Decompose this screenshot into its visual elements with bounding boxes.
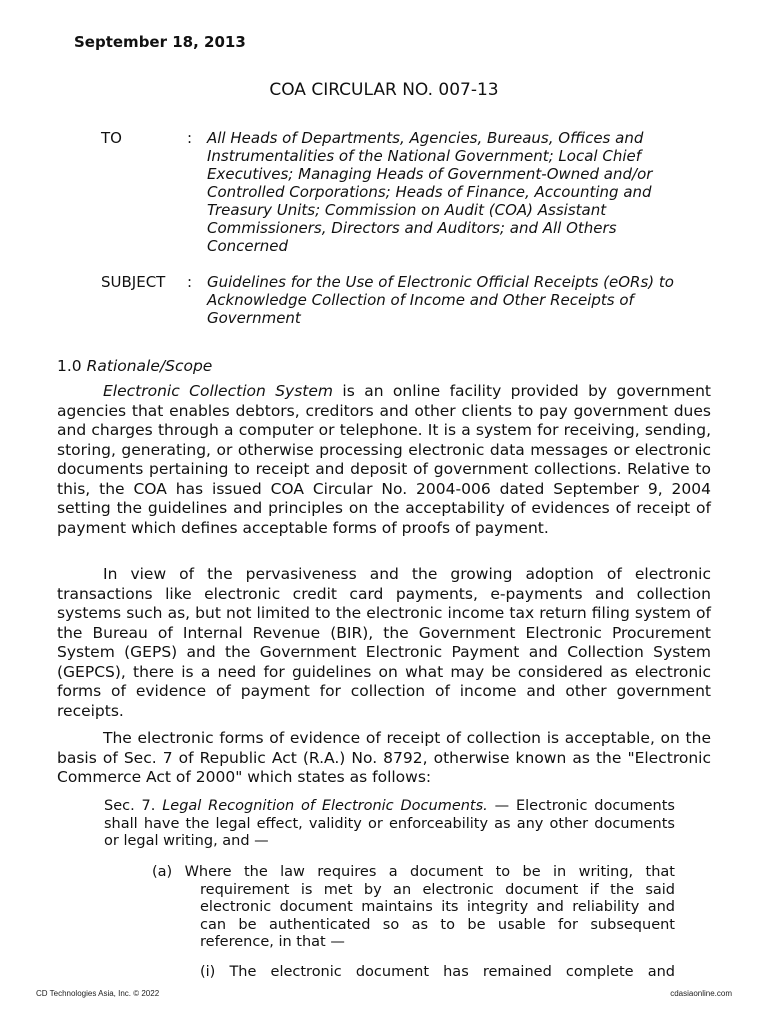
paragraph-2: In view of the pervasiveness and the growing adoption of electronic transactions like electronic credit card payments, e-payments and collection systems such as, but not limited to the electronic income tax return filing system of the Bureau of Internal Revenue (BIR), the Government Electronic Procurement System (GEPS) and the Government Electronic Payment and Collection System (GEPCS), there is a need for guidelines on what may be considered as electronic forms of evidence of payment for collection of income and other government receipts. <box>57 565 711 720</box>
memo-to-value: All Heads of Departments, Agencies, Bureaus, Offices and Instrumentalities of the National Government; Local Chief Executives; Managing Heads of Government-Owned and/or Controlled Corporations; Heads of Finance, Accounting and Treasury Units; Commission on Audit (COA) Assistant Commissioners, Directors and Auditors; and All Others Concerned <box>207 129 653 255</box>
paragraph-3: The electronic forms of evidence of receipt of collection is acceptable, on the basis of Sec. 7 of Republic Act (R.A.) No. 8792, otherwise known as the "Electronic Commerce Act of 2000" which states as follows: <box>57 729 711 786</box>
quote-sec-title: Legal Recognition of Electronic Documents. <box>162 798 488 814</box>
section-heading <box>57 357 212 375</box>
quoted-item-a: (a) Where the law requires a document to be in writing, that requirement is met by an electronic document if the said electronic document maintains its integrity and reliability and can be authenticated so as to be usable for subsequent reference, in that — <box>152 864 675 950</box>
section-title: Rationale/Scope <box>86 357 213 375</box>
paragraph-1-lead: Electronic Collection System <box>103 382 334 400</box>
memo-subject-label: SUBJECT <box>101 273 166 291</box>
memo-to-colon: : <box>187 129 193 147</box>
memo-subject-colon: : <box>187 273 193 291</box>
footer-publisher: CD Technologies Asia, Inc. © 2022 <box>36 989 160 998</box>
circular-title: COA CIRCULAR NO. 007-13 <box>269 80 499 100</box>
paragraph-1-body: is an online facility provided by government agencies that enables debtors, creditors and other clients to pay government dues and charges through a computer or telephone. It is a system for receiving, sending, storing, generating, or otherwise processing electronic data messages or electronic documents pertaining to receipt and deposit of government collections. Relative to this, the COA has issued COA Circular No. 2004-006 dated September 9, 2004 setting the guidelines and principles on the acceptability of evidences of receipt of payment which defines acceptable forms of proofs of payment. <box>57 382 711 537</box>
memo-to-label: TO <box>101 129 122 147</box>
footer-website: cdasiaonline.com <box>670 989 732 998</box>
quoted-item-i: (i) The electronic document has remained complete and <box>200 964 675 980</box>
quoted-section-7 <box>104 798 675 851</box>
quote-sec-text: — Electronic documents shall have the legal effect, validity or enforceability as any other documents or legal writing, and — <box>104 798 675 849</box>
quote-sec-label: Sec. 7. <box>104 798 163 814</box>
document-date: September 18, 2013 <box>74 33 246 51</box>
memo-subject-value: Guidelines for the Use of Electronic Official Receipts (eORs) to Acknowledge Collection of Income and Other Receipts of Government <box>207 273 674 327</box>
paragraph-1 <box>57 382 711 538</box>
section-number: 1.0 <box>57 357 82 375</box>
